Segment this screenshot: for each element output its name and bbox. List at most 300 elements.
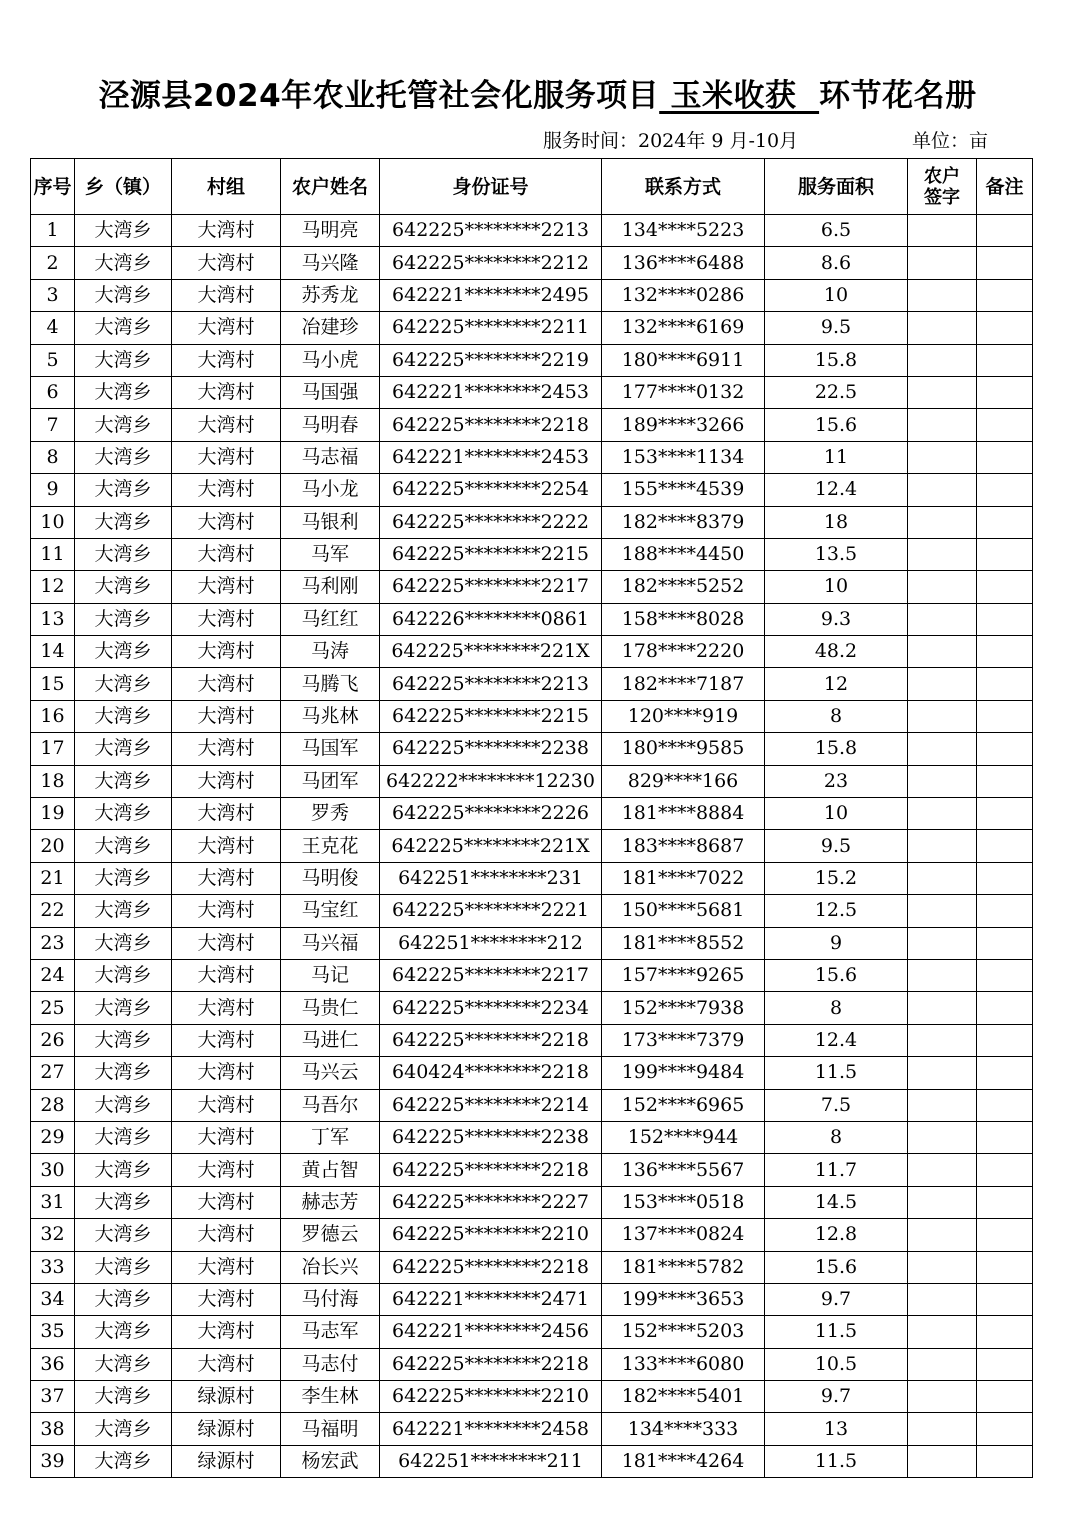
cell-farmer-name: 马国军	[281, 733, 380, 765]
cell-service-area: 9.5	[765, 312, 908, 344]
cell-contact: 136****5567	[602, 1154, 765, 1186]
cell-index: 12	[31, 571, 75, 603]
cell-signature	[908, 1445, 977, 1477]
cell-signature	[908, 279, 977, 311]
table-row	[31, 1057, 1033, 1089]
cell-signature	[908, 571, 977, 603]
cell-index: 27	[31, 1057, 75, 1089]
table-row	[31, 1251, 1033, 1283]
cell-contact: 182****5252	[602, 571, 765, 603]
cell-farmer-name: 马国强	[281, 376, 380, 408]
cell-id-number: 642225********2215	[380, 538, 602, 570]
cell-remarks	[977, 798, 1033, 830]
cell-village: 大湾村	[172, 830, 281, 862]
cell-township: 大湾乡	[75, 959, 172, 991]
cell-township: 大湾乡	[75, 1381, 172, 1413]
cell-village: 大湾村	[172, 1348, 281, 1380]
cell-remarks	[977, 1154, 1033, 1186]
cell-township: 大湾乡	[75, 1121, 172, 1153]
header-signature-text: 农户签字	[923, 165, 960, 208]
cell-service-area: 23	[765, 765, 908, 797]
cell-id-number: 642225********2213	[380, 668, 602, 700]
table-row	[31, 830, 1033, 862]
cell-index: 28	[31, 1089, 75, 1121]
cell-id-number: 642225********221X	[380, 636, 602, 668]
cell-village: 大湾村	[172, 441, 281, 473]
cell-remarks	[977, 215, 1033, 247]
cell-village: 大湾村	[172, 668, 281, 700]
table-row	[31, 247, 1033, 279]
cell-remarks	[977, 312, 1033, 344]
table-row	[31, 312, 1033, 344]
cell-remarks	[977, 247, 1033, 279]
cell-index: 31	[31, 1186, 75, 1218]
cell-signature	[908, 1413, 977, 1445]
cell-signature	[908, 247, 977, 279]
cell-village: 大湾村	[172, 376, 281, 408]
cell-village: 大湾村	[172, 215, 281, 247]
cell-township: 大湾乡	[75, 603, 172, 635]
cell-signature	[908, 959, 977, 991]
cell-remarks	[977, 668, 1033, 700]
table-row	[31, 733, 1033, 765]
roster-table	[30, 158, 1033, 1478]
cell-service-area: 13	[765, 1413, 908, 1445]
cell-contact: 153****0518	[602, 1186, 765, 1218]
cell-contact: 133****6080	[602, 1348, 765, 1380]
table-row	[31, 1381, 1033, 1413]
cell-farmer-name: 冶长兴	[281, 1251, 380, 1283]
cell-village: 大湾村	[172, 1121, 281, 1153]
cell-farmer-name: 马明春	[281, 409, 380, 441]
cell-id-number: 642221********2456	[380, 1316, 602, 1348]
cell-index: 32	[31, 1219, 75, 1251]
cell-remarks	[977, 1121, 1033, 1153]
cell-remarks	[977, 1089, 1033, 1121]
cell-contact: 188****4450	[602, 538, 765, 570]
cell-index: 39	[31, 1445, 75, 1477]
cell-remarks	[977, 506, 1033, 538]
cell-contact: 136****6488	[602, 247, 765, 279]
cell-signature	[908, 215, 977, 247]
cell-farmer-name: 马明俊	[281, 862, 380, 894]
cell-township: 大湾乡	[75, 1219, 172, 1251]
cell-id-number: 642226********0861	[380, 603, 602, 635]
cell-farmer-name: 马军	[281, 538, 380, 570]
cell-signature	[908, 312, 977, 344]
cell-township: 大湾乡	[75, 376, 172, 408]
table-row	[31, 959, 1033, 991]
cell-township: 大湾乡	[75, 215, 172, 247]
cell-village: 大湾村	[172, 571, 281, 603]
cell-village: 大湾村	[172, 603, 281, 635]
cell-farmer-name: 罗秀	[281, 798, 380, 830]
cell-farmer-name: 马腾飞	[281, 668, 380, 700]
cell-id-number: 642225********2211	[380, 312, 602, 344]
cell-index: 4	[31, 312, 75, 344]
cell-contact: 199****3653	[602, 1283, 765, 1315]
header-township: 乡（镇）	[75, 159, 172, 215]
cell-farmer-name: 马志福	[281, 441, 380, 473]
cell-id-number: 642225********2218	[380, 1154, 602, 1186]
cell-farmer-name: 马志军	[281, 1316, 380, 1348]
cell-farmer-name: 马宝红	[281, 895, 380, 927]
table-row	[31, 409, 1033, 441]
cell-id-number: 642251********212	[380, 927, 602, 959]
title-suffix: 环节花名册	[819, 78, 977, 114]
cell-service-area: 12.5	[765, 895, 908, 927]
cell-signature	[908, 603, 977, 635]
cell-remarks	[977, 1348, 1033, 1380]
cell-service-area: 15.8	[765, 733, 908, 765]
cell-township: 大湾乡	[75, 700, 172, 732]
cell-index: 37	[31, 1381, 75, 1413]
cell-service-area: 8.6	[765, 247, 908, 279]
cell-village: 绿源村	[172, 1445, 281, 1477]
cell-signature	[908, 441, 977, 473]
cell-farmer-name: 黄占智	[281, 1154, 380, 1186]
cell-village: 大湾村	[172, 1089, 281, 1121]
cell-signature	[908, 344, 977, 376]
header-row	[31, 159, 1033, 215]
cell-service-area: 18	[765, 506, 908, 538]
cell-remarks	[977, 1219, 1033, 1251]
cell-farmer-name: 马兆林	[281, 700, 380, 732]
cell-farmer-name: 马兴福	[281, 927, 380, 959]
cell-index: 15	[31, 668, 75, 700]
cell-contact: 157****9265	[602, 959, 765, 991]
cell-id-number: 642225********2218	[380, 1024, 602, 1056]
cell-contact: 158****8028	[602, 603, 765, 635]
cell-farmer-name: 马贵仁	[281, 992, 380, 1024]
cell-contact: 173****7379	[602, 1024, 765, 1056]
cell-service-area: 7.5	[765, 1089, 908, 1121]
table-row	[31, 992, 1033, 1024]
cell-service-area: 9	[765, 927, 908, 959]
table-row	[31, 1348, 1033, 1380]
cell-contact: 829****166	[602, 765, 765, 797]
cell-remarks	[977, 1251, 1033, 1283]
cell-village: 绿源村	[172, 1413, 281, 1445]
cell-id-number: 642225********2218	[380, 409, 602, 441]
cell-id-number: 642225********2210	[380, 1381, 602, 1413]
cell-id-number: 642221********2471	[380, 1283, 602, 1315]
cell-farmer-name: 赫志芳	[281, 1186, 380, 1218]
cell-township: 大湾乡	[75, 765, 172, 797]
cell-index: 36	[31, 1348, 75, 1380]
cell-remarks	[977, 733, 1033, 765]
cell-contact: 181****4264	[602, 1445, 765, 1477]
cell-farmer-name: 苏秀龙	[281, 279, 380, 311]
cell-village: 大湾村	[172, 992, 281, 1024]
cell-id-number: 642225********2234	[380, 992, 602, 1024]
table-row	[31, 1219, 1033, 1251]
cell-farmer-name: 马银利	[281, 506, 380, 538]
cell-index: 2	[31, 247, 75, 279]
cell-service-area: 12.8	[765, 1219, 908, 1251]
table-row	[31, 506, 1033, 538]
cell-index: 21	[31, 862, 75, 894]
cell-index: 23	[31, 927, 75, 959]
table-row	[31, 1316, 1033, 1348]
cell-farmer-name: 马福明	[281, 1413, 380, 1445]
cell-contact: 155****4539	[602, 474, 765, 506]
table-row	[31, 1089, 1033, 1121]
cell-township: 大湾乡	[75, 830, 172, 862]
service-time: 服务时间：2024年 9 月-10月	[543, 130, 799, 152]
cell-village: 大湾村	[172, 1316, 281, 1348]
cell-signature	[908, 409, 977, 441]
table-row	[31, 1024, 1033, 1056]
cell-signature	[908, 506, 977, 538]
cell-index: 20	[31, 830, 75, 862]
table-row	[31, 636, 1033, 668]
cell-village: 大湾村	[172, 1024, 281, 1056]
cell-contact: 183****8687	[602, 830, 765, 862]
cell-index: 18	[31, 765, 75, 797]
cell-signature	[908, 992, 977, 1024]
cell-service-area: 10	[765, 798, 908, 830]
cell-index: 14	[31, 636, 75, 668]
cell-contact: 180****6911	[602, 344, 765, 376]
cell-village: 大湾村	[172, 959, 281, 991]
table-row	[31, 279, 1033, 311]
cell-service-area: 15.2	[765, 862, 908, 894]
cell-index: 24	[31, 959, 75, 991]
cell-contact: 189****3266	[602, 409, 765, 441]
cell-remarks	[977, 959, 1033, 991]
cell-farmer-name: 马小龙	[281, 474, 380, 506]
cell-farmer-name: 马吾尔	[281, 1089, 380, 1121]
cell-remarks	[977, 571, 1033, 603]
cell-service-area: 12.4	[765, 474, 908, 506]
cell-id-number: 642225********2238	[380, 733, 602, 765]
cell-index: 30	[31, 1154, 75, 1186]
cell-township: 大湾乡	[75, 1316, 172, 1348]
cell-contact: 182****7187	[602, 668, 765, 700]
cell-farmer-name: 马明亮	[281, 215, 380, 247]
cell-remarks	[977, 862, 1033, 894]
cell-contact: 181****8884	[602, 798, 765, 830]
table-row	[31, 862, 1033, 894]
cell-signature	[908, 636, 977, 668]
cell-remarks	[977, 344, 1033, 376]
cell-contact: 181****5782	[602, 1251, 765, 1283]
cell-index: 22	[31, 895, 75, 927]
cell-township: 大湾乡	[75, 1348, 172, 1380]
cell-remarks	[977, 1024, 1033, 1056]
cell-township: 大湾乡	[75, 506, 172, 538]
cell-service-area: 11	[765, 441, 908, 473]
table-row	[31, 441, 1033, 473]
cell-farmer-name: 马记	[281, 959, 380, 991]
cell-index: 29	[31, 1121, 75, 1153]
cell-contact: 134****5223	[602, 215, 765, 247]
cell-village: 大湾村	[172, 733, 281, 765]
cell-contact: 177****0132	[602, 376, 765, 408]
cell-village: 大湾村	[172, 1283, 281, 1315]
cell-id-number: 642225********2217	[380, 959, 602, 991]
cell-remarks	[977, 1445, 1033, 1477]
cell-service-area: 12	[765, 668, 908, 700]
cell-township: 大湾乡	[75, 538, 172, 570]
title-item: 玉米收获	[670, 78, 797, 114]
cell-signature	[908, 1283, 977, 1315]
cell-index: 25	[31, 992, 75, 1024]
cell-contact: 152****944	[602, 1121, 765, 1153]
cell-id-number: 642222********12230	[380, 765, 602, 797]
cell-remarks	[977, 1316, 1033, 1348]
cell-contact: 134****333	[602, 1413, 765, 1445]
cell-farmer-name: 罗德云	[281, 1219, 380, 1251]
cell-township: 大湾乡	[75, 1445, 172, 1477]
cell-id-number: 642221********2495	[380, 279, 602, 311]
header-remarks: 备注	[977, 159, 1033, 215]
cell-id-number: 642225********2217	[380, 571, 602, 603]
cell-village: 大湾村	[172, 1219, 281, 1251]
table-row	[31, 765, 1033, 797]
cell-service-area: 11.5	[765, 1057, 908, 1089]
cell-village: 大湾村	[172, 1251, 281, 1283]
cell-contact: 150****5681	[602, 895, 765, 927]
cell-signature	[908, 1154, 977, 1186]
cell-service-area: 22.5	[765, 376, 908, 408]
cell-index: 1	[31, 215, 75, 247]
cell-id-number: 640424********2218	[380, 1057, 602, 1089]
cell-service-area: 9.7	[765, 1283, 908, 1315]
cell-signature	[908, 1348, 977, 1380]
cell-contact: 152****6965	[602, 1089, 765, 1121]
cell-id-number: 642225********2212	[380, 247, 602, 279]
table-row	[31, 376, 1033, 408]
cell-id-number: 642225********2219	[380, 344, 602, 376]
cell-signature	[908, 700, 977, 732]
table-row	[31, 700, 1033, 732]
cell-signature	[908, 895, 977, 927]
cell-township: 大湾乡	[75, 571, 172, 603]
cell-id-number: 642225********2221	[380, 895, 602, 927]
table-row	[31, 1413, 1033, 1445]
cell-village: 大湾村	[172, 1186, 281, 1218]
cell-township: 大湾乡	[75, 474, 172, 506]
cell-township: 大湾乡	[75, 1024, 172, 1056]
header-service-area: 服务面积	[765, 159, 908, 215]
cell-township: 大湾乡	[75, 1283, 172, 1315]
cell-index: 16	[31, 700, 75, 732]
cell-index: 5	[31, 344, 75, 376]
cell-signature	[908, 798, 977, 830]
cell-contact: 132****0286	[602, 279, 765, 311]
page-title	[0, 70, 1075, 115]
cell-remarks	[977, 830, 1033, 862]
cell-contact: 181****8552	[602, 927, 765, 959]
cell-farmer-name: 王克花	[281, 830, 380, 862]
cell-farmer-name: 马红红	[281, 603, 380, 635]
cell-signature	[908, 830, 977, 862]
cell-service-area: 15.6	[765, 409, 908, 441]
cell-township: 大湾乡	[75, 1413, 172, 1445]
cell-farmer-name: 丁军	[281, 1121, 380, 1153]
cell-id-number: 642225********2227	[380, 1186, 602, 1218]
cell-id-number: 642225********2215	[380, 700, 602, 732]
cell-service-area: 6.5	[765, 215, 908, 247]
cell-remarks	[977, 1186, 1033, 1218]
header-farmer-name: 农户姓名	[281, 159, 380, 215]
cell-service-area: 15.6	[765, 1251, 908, 1283]
cell-farmer-name: 李生林	[281, 1381, 380, 1413]
cell-signature	[908, 1316, 977, 1348]
cell-contact: 152****5203	[602, 1316, 765, 1348]
cell-signature	[908, 765, 977, 797]
table-row	[31, 344, 1033, 376]
cell-index: 9	[31, 474, 75, 506]
table-row	[31, 927, 1033, 959]
cell-index: 33	[31, 1251, 75, 1283]
cell-remarks	[977, 1057, 1033, 1089]
cell-service-area: 48.2	[765, 636, 908, 668]
cell-farmer-name: 马进仁	[281, 1024, 380, 1056]
cell-id-number: 642225********221X	[380, 830, 602, 862]
table-row	[31, 668, 1033, 700]
table-row	[31, 215, 1033, 247]
cell-service-area: 8	[765, 700, 908, 732]
cell-index: 35	[31, 1316, 75, 1348]
table-row	[31, 1283, 1033, 1315]
cell-farmer-name: 马利刚	[281, 571, 380, 603]
cell-contact: 182****8379	[602, 506, 765, 538]
cell-id-number: 642225********2214	[380, 1089, 602, 1121]
cell-township: 大湾乡	[75, 1154, 172, 1186]
cell-contact: 152****7938	[602, 992, 765, 1024]
cell-contact: 178****2220	[602, 636, 765, 668]
table-row	[31, 895, 1033, 927]
cell-service-area: 10.5	[765, 1348, 908, 1380]
cell-service-area: 11.5	[765, 1316, 908, 1348]
cell-signature	[908, 1121, 977, 1153]
title-prefix: 泾源县2024年农业托管社会化服务项目	[98, 78, 660, 114]
header-signature	[908, 159, 977, 215]
cell-farmer-name: 马团军	[281, 765, 380, 797]
cell-village: 大湾村	[172, 409, 281, 441]
cell-village: 大湾村	[172, 1057, 281, 1089]
cell-township: 大湾乡	[75, 927, 172, 959]
cell-farmer-name: 杨宏武	[281, 1445, 380, 1477]
cell-farmer-name: 马兴隆	[281, 247, 380, 279]
cell-remarks	[977, 765, 1033, 797]
cell-village: 大湾村	[172, 506, 281, 538]
cell-signature	[908, 668, 977, 700]
table-row	[31, 1154, 1033, 1186]
cell-township: 大湾乡	[75, 279, 172, 311]
cell-contact: 182****5401	[602, 1381, 765, 1413]
cell-village: 大湾村	[172, 247, 281, 279]
header-id-number: 身份证号	[380, 159, 602, 215]
cell-township: 大湾乡	[75, 992, 172, 1024]
cell-village: 大湾村	[172, 474, 281, 506]
cell-township: 大湾乡	[75, 862, 172, 894]
cell-signature	[908, 927, 977, 959]
cell-service-area: 11.5	[765, 1445, 908, 1477]
cell-remarks	[977, 1283, 1033, 1315]
cell-contact: 137****0824	[602, 1219, 765, 1251]
cell-township: 大湾乡	[75, 344, 172, 376]
cell-service-area: 12.4	[765, 1024, 908, 1056]
cell-village: 大湾村	[172, 862, 281, 894]
table-row	[31, 1445, 1033, 1477]
cell-service-area: 13.5	[765, 538, 908, 570]
cell-contact: 180****9585	[602, 733, 765, 765]
table-row	[31, 1121, 1033, 1153]
